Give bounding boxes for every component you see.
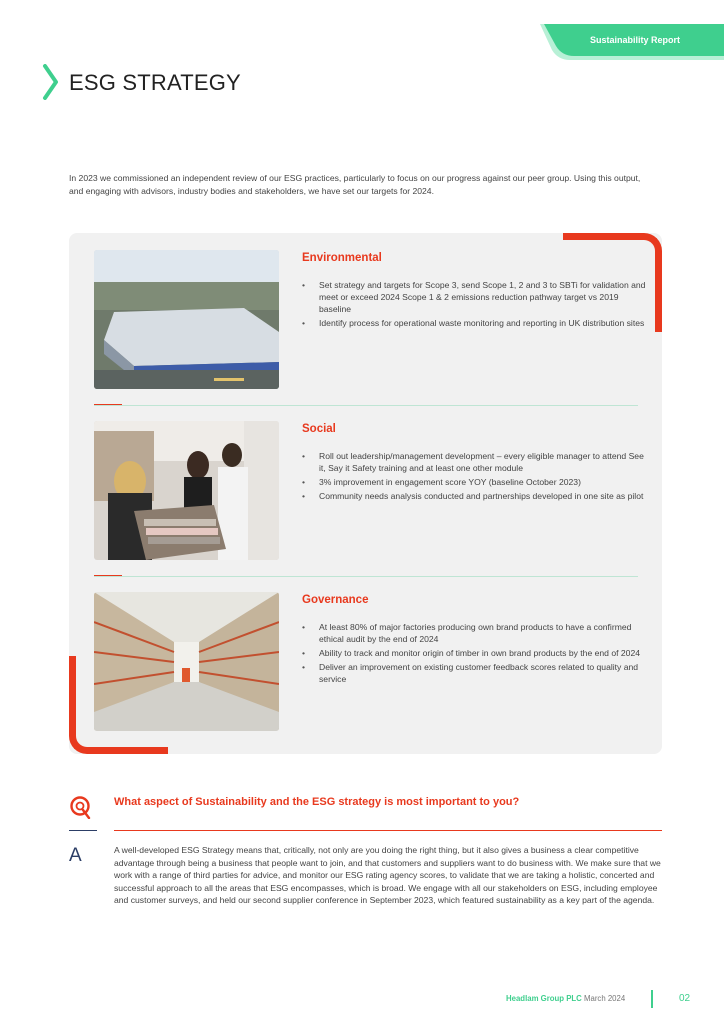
footer-credit [506, 994, 625, 1003]
page-title: ESG STRATEGY [69, 70, 241, 95]
intro-paragraph: In 2023 we commissioned an independent review of our ESG practices, particularly to focus on our progress against our peer group. Using this output, and engaging with advisors, industry bodies and stakeholders, we have set our targets for 2024. [69, 173, 641, 196]
question-q-icon [69, 795, 91, 819]
section-title-environmental: Environmental [302, 252, 382, 264]
section-title-governance: Governance [302, 594, 369, 606]
list-item: • Roll out leadership/management development – every eligible manager to attend See it, Say it Safety training and at least one other module [302, 450, 647, 474]
page-number: 02 [679, 993, 691, 1004]
list-item: • At least 80% of major factories producing own brand products to have a confirmed ethical audit by the end of 2024 [302, 621, 647, 645]
answer-text: A well-developed ESG Strategy means that, critically, not only are you doing the right thing, but it also gives a business a clear competitive advantage through being a business that people want to join, and that customers and suppliers want to do business with. We make sure that we work with a range of third parties for advice, and monitor our ESG rating agency scores, to validate that we are taking a holistic, concerted and successful approach to all the areas that ESG encompasses, which is broad. We engage with all our stakeholders on ESG, including employee and customer surveys, and held our second supplier conference in September 2023, which featured sustainability as a key part of the agenda. [114, 845, 661, 905]
question-text: What aspect of Sustainability and the ESG strategy is most important to you? [114, 796, 520, 808]
chevron-right-icon [42, 64, 60, 100]
question-rule-short [69, 830, 97, 831]
warehouse-aerial-photo [94, 250, 279, 389]
footer-date: March 2024 [584, 994, 626, 1003]
section-title-social: Social [302, 423, 336, 435]
social-bullets [302, 450, 647, 504]
footer-divider [651, 990, 653, 1008]
warehouse-racking-photo [94, 592, 279, 731]
list-item: • Deliver an improvement on existing customer feedback scores related to quality and service [302, 661, 647, 685]
question-rule [114, 830, 662, 831]
list-item: • 3% improvement in engagement score YOY (baseline October 2023) [302, 476, 647, 488]
governance-bullets [302, 621, 647, 687]
list-item: • Set strategy and targets for Scope 3, send Scope 1, 2 and 3 to SBTi for validation and meet or exceed 2024 Scope 1 & 2 emissions reduction pathway target vs 2019 baseline [302, 279, 647, 315]
environmental-bullets [302, 279, 647, 331]
list-item: • Identify process for operational waste monitoring and reporting in UK distribution sites [302, 317, 647, 329]
footer-company: Headlam Group PLC [506, 994, 582, 1003]
section-divider [94, 576, 638, 577]
report-label: Sustainability Report [590, 35, 681, 45]
section-divider [94, 405, 638, 406]
answer-letter: A [69, 845, 82, 866]
list-item: • Ability to track and monitor origin of timber in own brand products by the end of 2024 [302, 647, 647, 659]
list-item: • Community needs analysis conducted and partnerships developed in one site as pilot [302, 490, 647, 502]
people-carpet-samples-photo [94, 421, 279, 560]
